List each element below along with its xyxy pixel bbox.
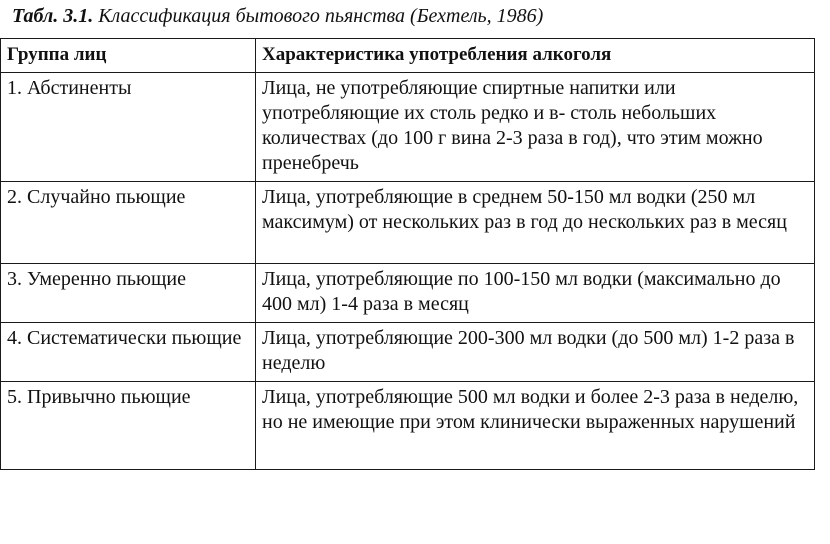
description-cell: Лица, употребляющие 500 мл водки и более 2-3 раза в неделю, но не имеющие при этом клинически выраженных нарушений	[256, 382, 815, 470]
group-cell: 2. Случайно пьющие	[1, 182, 256, 264]
description-cell: Лица, употребляющие по 100-150 мл водки (максимально до 400 мл) 1-4 раза в месяц	[256, 264, 815, 323]
description-cell: Лица, не употребляющие спиртные напитки или употребляющие их столь редко и в- столь небольших количествах (до 100 г вина 2-3 раза в год), что этим можно пренебречь	[256, 73, 815, 182]
group-cell: 1. Абстиненты	[1, 73, 256, 182]
table-number: Табл. 3.1.	[12, 5, 94, 27]
group-cell: 3. Умеренно пьющие	[1, 264, 256, 323]
table-row	[1, 323, 815, 382]
table-row	[1, 264, 815, 323]
group-cell: 4. Систематически пьющие	[1, 323, 256, 382]
table-title: Классификация бытового пьянства (Бехтель, 1986)	[98, 5, 544, 27]
description-cell: Лица, употребляющие в среднем 50-150 мл водки (250 мл максимум) от нескольких раз в год до нескольких раз в месяц	[256, 182, 815, 264]
alcohol-classification-table	[0, 38, 815, 470]
group-cell: 5. Привычно пьющие	[1, 382, 256, 470]
description-cell: Лица, употребляющие 200-300 мл водки (до 500 мл) 1-2 раза в неделю	[256, 323, 815, 382]
table-header-row	[1, 39, 815, 73]
table-caption	[12, 4, 818, 28]
table-row	[1, 382, 815, 470]
header-description: Характеристика употребления алкоголя	[256, 39, 815, 73]
table-row	[1, 182, 815, 264]
header-group: Группа лиц	[1, 39, 256, 73]
table-row	[1, 73, 815, 182]
